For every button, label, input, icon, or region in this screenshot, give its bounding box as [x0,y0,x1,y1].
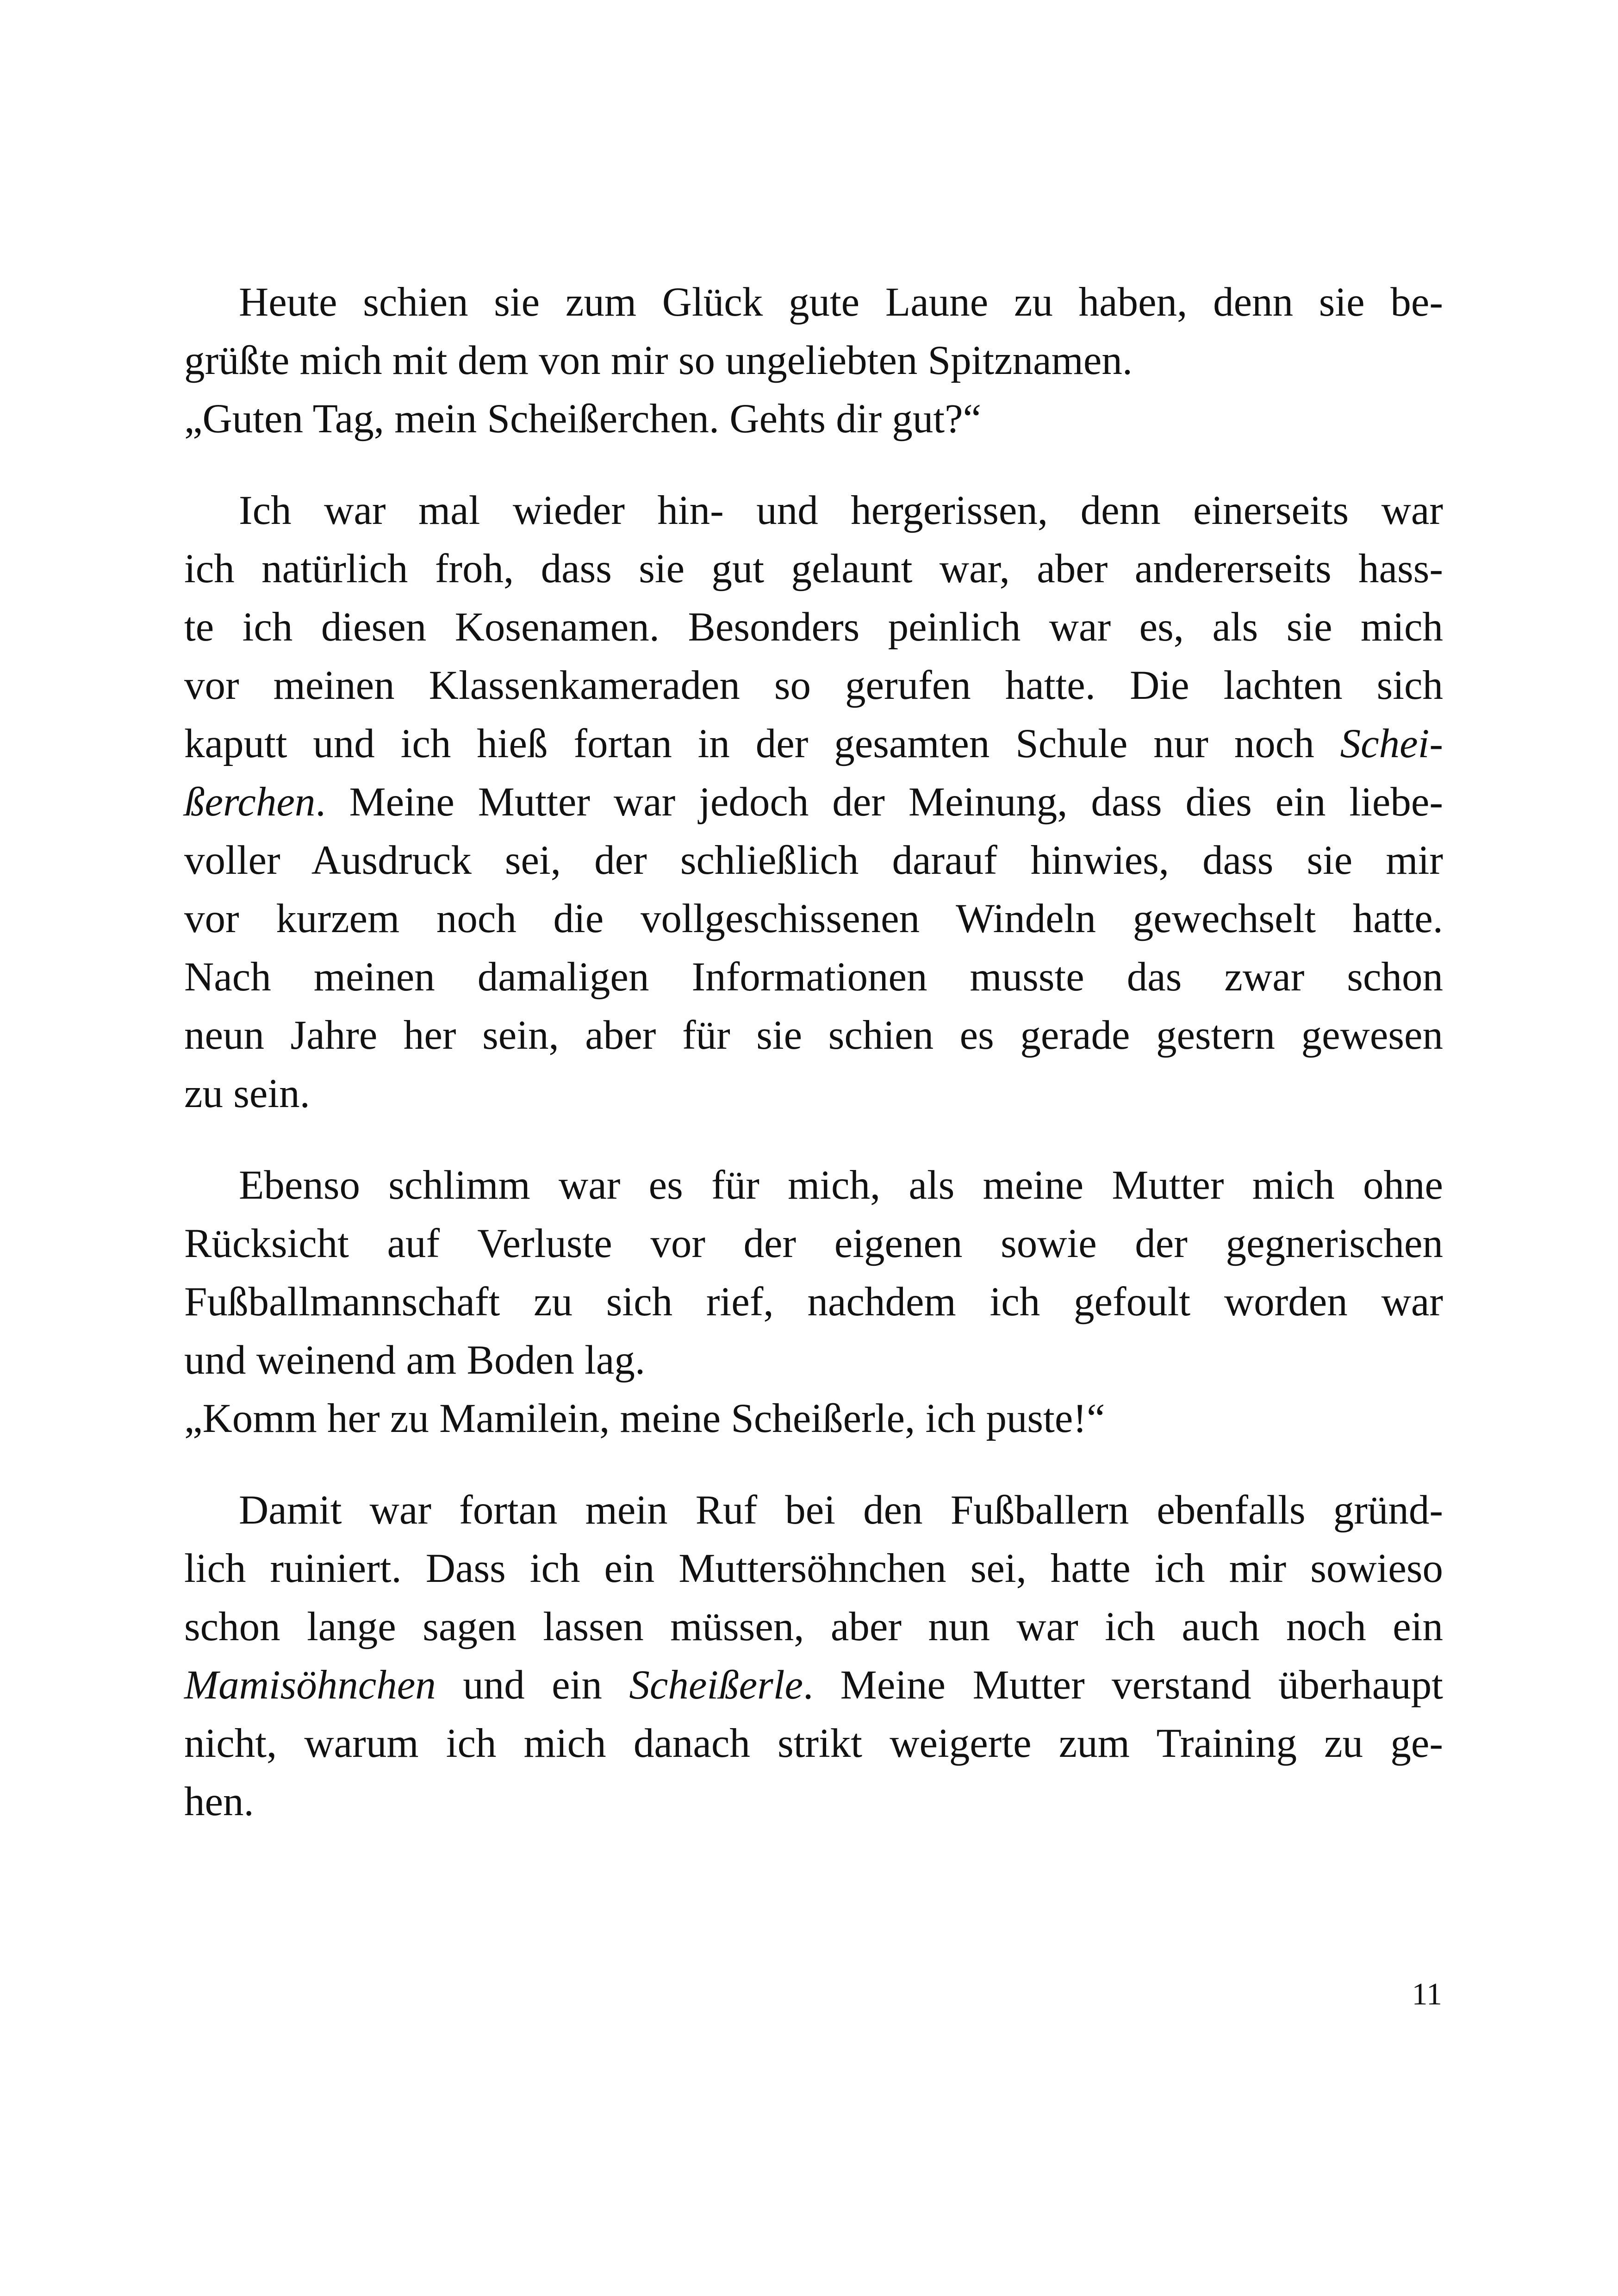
italic-word: ßerchen [184,779,316,825]
text-line: ich natürlich froh, dass sie gut gelaunt war, aber andererseits hass- [184,546,1443,591]
text-line: Ebenso schlimm war es für mich, als meine Mutter mich ohne [239,1163,1443,1208]
text-line: te ich diesen Kosenamen. Besonders peinlich war es, als sie mich [184,604,1443,650]
text-line: „Komm her zu Mamilein, meine Scheißerle, ich puste!“ [184,1396,1105,1441]
text-line: lich ruiniert. Dass ich ein Muttersöhnchen sei, hatte ich mir sowieso [184,1546,1443,1591]
paragraph-2 [184,481,1443,1123]
text-line: Ich war mal wieder hin- und hergerissen, denn einerseits war [239,488,1443,533]
text-line: vor kurzem noch die vollgeschissenen Windeln gewechselt hatte. [184,896,1443,941]
text-line: voller Ausdruck sei, der schließlich darauf hinwies, dass sie mir [184,838,1443,883]
paragraph-3 [184,1156,1443,1448]
italic-word: Scheißerle [629,1662,803,1708]
text-line: grüßte mich mit dem von mir so ungeliebten Spitznamen. [184,338,1133,383]
italic-word: Schei- [1340,721,1443,766]
text-line: Nach meinen damaligen Informationen musste das zwar schon [184,954,1443,1000]
text-line: nicht, warum ich mich danach strikt weigerte zum Training zu ge- [184,1721,1443,1766]
text-line: und weinend am Boden lag. [184,1338,646,1383]
paragraph-4 [184,1481,1443,1831]
text-line: Fußballmannschaft zu sich rief, nachdem ich gefoult worden war [184,1279,1443,1325]
text-line: vor meinen Klassenkameraden so gerufen hatte. Die lachten sich [184,663,1443,708]
text-segment: und ein [463,1662,602,1708]
text-line: schon lange sagen lassen müssen, aber nun war ich auch noch ein [184,1604,1443,1649]
page-number: 11 [1412,1976,1442,2011]
text-line: hen. [184,1779,254,1824]
text-segment: . Meine Mutter verstand überhaupt [803,1662,1444,1708]
text-line: Damit war fortan mein Ruf bei den Fußballern ebenfalls gründ- [239,1487,1443,1533]
italic-word: Mamisöhnchen [184,1662,436,1708]
text-line: „Guten Tag, mein Scheißerchen. Gehts dir gut?“ [184,396,982,442]
text-line [184,773,1443,831]
text-segment: kaputt und ich hieß fortan in der gesamten Schule nur noch [184,721,1314,766]
text-line [184,715,1443,773]
text-line: Heute schien sie zum Glück gute Laune zu haben, denn sie be- [239,280,1443,325]
text-segment: . Meine Mutter war jedoch der Meinung, dass dies ein liebe- [315,779,1443,825]
text-line: Rücksicht auf Verluste vor der eigenen sowie der gegnerischen [184,1221,1443,1266]
text-line: neun Jahre her sein, aber für sie schien es gerade gestern gewesen [184,1013,1443,1058]
paragraph-1 [184,273,1443,448]
text-line [184,1656,1443,1714]
body-text [184,273,1443,1831]
text-line: zu sein. [184,1071,310,1116]
